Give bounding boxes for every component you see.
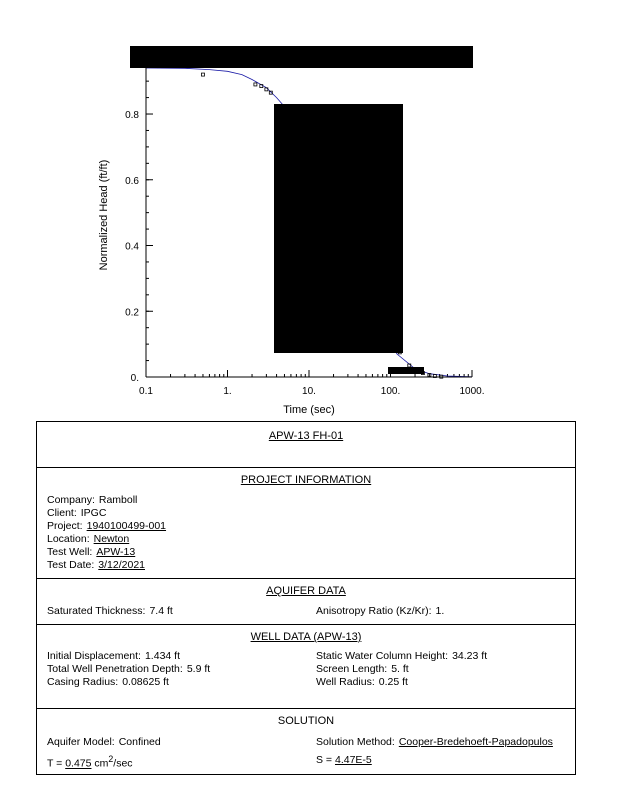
solution-method-row: Solution Method: Cooper-Bredehoeft-Papadopulos [316, 736, 553, 748]
report-panel [36, 421, 576, 775]
transmissivity-value: 0.475 [65, 757, 92, 770]
y-tick-label: 0.6 [125, 175, 139, 187]
location-row: Location: Newton [47, 533, 130, 545]
redaction-bar-small [388, 367, 424, 374]
y-ticks [125, 81, 153, 384]
casing-radius-row: Casing Radius: 0.08625 ft [47, 676, 169, 688]
project-row: Project: 1940100499-001 [47, 520, 167, 532]
test-well-row: Test Well: APW-13 [47, 546, 136, 558]
y-tick-label: 0.2 [125, 307, 139, 319]
observed-data-point [254, 83, 257, 86]
x-tick-label: 100. [380, 386, 401, 397]
storativity-value: 4.47E-5 [334, 754, 372, 766]
x-tick-label: 1. [223, 386, 232, 397]
well-data-heading: WELL DATA (APW-13) [250, 631, 362, 643]
project-info-section [37, 468, 575, 579]
company-value: Ramboll [98, 494, 138, 506]
well-data-section [37, 625, 575, 709]
well-radius-value: 0.25 ft [378, 676, 408, 688]
report-title-section [37, 422, 575, 468]
penetration-depth-value: 5.9 ft [186, 663, 211, 675]
aquifer-data-heading: AQUIFER DATA [266, 585, 346, 597]
aquifer-model-row: Aquifer Model: Confined [47, 736, 161, 748]
x-axis-label: Time (sec) [283, 404, 335, 416]
x-tick-label: 1000. [459, 386, 485, 397]
initial-displacement-value: 1.434 ft [144, 650, 180, 662]
screen-length-row: Screen Length: 5. ft [316, 663, 409, 675]
y-tick-label: 0.8 [125, 110, 139, 122]
saturated-thickness-value: 7.4 ft [149, 605, 173, 617]
y-axis-label: Normalized Head (ft/ft) [98, 159, 110, 271]
client-value: IPGC [80, 507, 107, 519]
test-well-value: APW-13 [96, 546, 136, 558]
static-column-value: 34.23 ft [452, 650, 488, 662]
test-date-value: 3/12/2021 [98, 559, 145, 571]
client-row: Client: IPGC [47, 507, 107, 519]
penetration-depth-row: Total Well Penetration Depth: 5.9 ft [47, 663, 211, 675]
initial-displacement-row: Initial Displacement: 1.434 ft [47, 650, 180, 662]
aquifer-data-section [37, 579, 575, 625]
redaction-box-legend [274, 104, 403, 353]
storativity-row: S = 4.47E-5 [316, 754, 372, 766]
solution-heading: SOLUTION [277, 715, 335, 727]
company-row: Company: Ramboll [47, 494, 138, 506]
project-info-heading: PROJECT INFORMATION [240, 474, 372, 486]
location-value: Newton [93, 533, 130, 545]
observed-data-point [201, 73, 204, 76]
well-radius-row: Well Radius: 0.25 ft [316, 676, 408, 688]
solution-section [37, 709, 575, 774]
anisotropy-value: 1. [435, 605, 445, 617]
saturated-thickness-row: Saturated Thickness: 7.4 ft [47, 605, 173, 617]
x-tick-label: 10. [302, 386, 316, 397]
x-tick-label: 0.1 [139, 386, 153, 397]
report-title: APW-13 FH-01 [268, 430, 344, 442]
aquifer-model-value: Confined [118, 736, 161, 748]
y-tick-label: 0.4 [125, 241, 139, 253]
project-value: 1940100499-001 [86, 520, 167, 532]
y-tick-label: 0. [130, 373, 139, 384]
redaction-bar-top [130, 46, 473, 68]
test-date-row: Test Date: 3/12/2021 [47, 559, 145, 571]
screen-length-value: 5. ft [391, 663, 409, 675]
anisotropy-row: Anisotropy Ratio (Kz/Kr): 1. [316, 605, 445, 617]
casing-radius-value: 0.08625 ft [122, 676, 169, 688]
transmissivity-row: T = 0.475 $cm^2/\sec$ [47, 754, 133, 770]
solution-method-value: Cooper-Bredehoeft-Papadopulos [398, 736, 553, 748]
static-column-row: Static Water Column Height: 34.23 ft [316, 650, 488, 662]
